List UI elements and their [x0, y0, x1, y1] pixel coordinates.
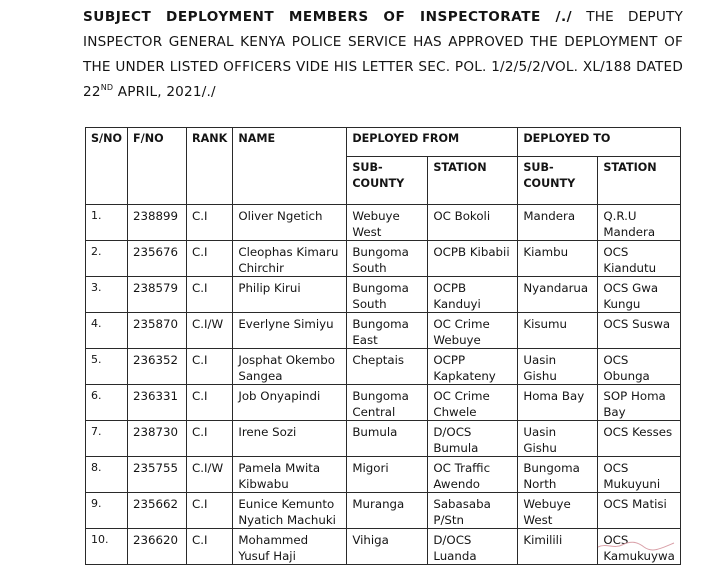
cell-from-station: OC Traffic Awendo [428, 457, 518, 493]
cell-rank: C.I [187, 349, 233, 385]
cell-name: Josphat Okembo Sangea [233, 349, 347, 385]
cell-sno: 6. [86, 385, 128, 421]
cell-name: Pamela Mwita Kibwabu [233, 457, 347, 493]
table-row [86, 421, 681, 457]
cell-from-sub-county: Vihiga [347, 529, 428, 565]
cell-fno: 238730 [128, 421, 187, 457]
heading-date-tail: APRIL, 2021/./ [113, 84, 216, 100]
table-row [86, 529, 681, 565]
cell-rank: C.I [187, 385, 233, 421]
cell-to-sub-county: Kimilili [518, 529, 598, 565]
cell-rank: C.I [187, 277, 233, 313]
table-row [86, 457, 681, 493]
cell-from-sub-county: Bungoma South [347, 277, 428, 313]
cell-sno: 4. [86, 313, 128, 349]
cell-from-sub-county: Bumula [347, 421, 428, 457]
cell-fno: 238899 [128, 205, 187, 241]
cell-sno: 8. [86, 457, 128, 493]
cell-from-station: D/OCS Bumula [428, 421, 518, 457]
cell-from-sub-county: Bungoma South [347, 241, 428, 277]
cell-from-station: OCPP Kapkateny [428, 349, 518, 385]
cell-to-station: OCS Gwa Kungu [598, 277, 681, 313]
col-header-from-sub-county: SUB- COUNTY [347, 157, 428, 205]
cell-fno: 235870 [128, 313, 187, 349]
table-row [86, 349, 681, 385]
col-header-fno: F/NO [128, 128, 187, 205]
table-body [86, 205, 681, 565]
heading-body: THE DEPUTY INSPECTOR GENERAL KENYA POLICE SERVICE HAS APPROVED THE DEPLOYMENT OF THE UNDER LISTED OFFICERS VIDE HIS LETTER SEC. POL. 1/2/5/2/VOL. XL/188 DATED 22 [83, 9, 683, 100]
col-header-sno: S/NO [86, 128, 128, 205]
cell-from-sub-county: Bungoma Central [347, 385, 428, 421]
cell-from-station: OCPB Kanduyi [428, 277, 518, 313]
cell-to-sub-county: Uasin Gishu [518, 421, 598, 457]
cell-from-sub-county: Bungoma East [347, 313, 428, 349]
cell-from-sub-county: Migori [347, 457, 428, 493]
cell-to-station: OCS Kiandutu [598, 241, 681, 277]
cell-rank: C.I [187, 493, 233, 529]
cell-fno: 236331 [128, 385, 187, 421]
table-row [86, 277, 681, 313]
cell-from-station: OCPB Kibabii [428, 241, 518, 277]
col-header-deployed-to: DEPLOYED TO [518, 128, 681, 157]
table-row [86, 313, 681, 349]
cell-name: Irene Sozi [233, 421, 347, 457]
deployment-table [85, 127, 681, 565]
cell-rank: C.I/W [187, 313, 233, 349]
cell-sno: 1. [86, 205, 128, 241]
cell-from-station: Sabasaba P/Stn [428, 493, 518, 529]
cell-sno: 10. [86, 529, 128, 565]
header-row-primary [86, 128, 681, 157]
cell-to-sub-county: Mandera [518, 205, 598, 241]
cell-fno: 238579 [128, 277, 187, 313]
cell-from-station: OC Bokoli [428, 205, 518, 241]
cell-sno: 7. [86, 421, 128, 457]
col-header-name: NAME [233, 128, 347, 205]
cell-name: Job Onyapindi [233, 385, 347, 421]
cell-rank: C.I [187, 421, 233, 457]
cell-name: Eunice Kemunto Nyatich Machuki [233, 493, 347, 529]
cell-from-station: OC Crime Chwele [428, 385, 518, 421]
cell-fno: 235662 [128, 493, 187, 529]
cell-to-sub-county: Webuye West [518, 493, 598, 529]
cell-name: Oliver Ngetich [233, 205, 347, 241]
cell-to-station: SOP Homa Bay [598, 385, 681, 421]
table-header [86, 128, 681, 205]
cell-sno: 2. [86, 241, 128, 277]
cell-from-sub-county: Webuye West [347, 205, 428, 241]
cell-to-station: OCS Matisi [598, 493, 681, 529]
col-header-rank: RANK [187, 128, 233, 205]
cell-to-station: OCS Suswa [598, 313, 681, 349]
cell-to-station: OCS Mukuyuni [598, 457, 681, 493]
cell-fno: 236620 [128, 529, 187, 565]
col-header-deployed-from: DEPLOYED FROM [347, 128, 518, 157]
cell-to-station: Q.R.U Mandera [598, 205, 681, 241]
cell-sno: 9. [86, 493, 128, 529]
table-row [86, 241, 681, 277]
cell-rank: C.I/W [187, 457, 233, 493]
cell-to-sub-county: Nyandarua [518, 277, 598, 313]
cell-name: Mohammed Yusuf Haji [233, 529, 347, 565]
cell-to-station: OCS Obunga [598, 349, 681, 385]
table-row [86, 385, 681, 421]
subject-line: SUBJECT DEPLOYMENT MEMBERS OF INSPECTORATE /./ [83, 9, 573, 25]
table-row [86, 205, 681, 241]
cell-to-sub-county: Kisumu [518, 313, 598, 349]
table-row [86, 493, 681, 529]
cell-sno: 5. [86, 349, 128, 385]
cell-rank: C.I [187, 205, 233, 241]
deployment-heading [83, 5, 683, 105]
cell-to-station: OCS Kamukuywa [598, 529, 681, 565]
cell-from-station: D/OCS Luanda [428, 529, 518, 565]
cell-fno: 235676 [128, 241, 187, 277]
cell-name: Everlyne Simiyu [233, 313, 347, 349]
cell-from-sub-county: Muranga [347, 493, 428, 529]
cell-to-sub-county: Bungoma North [518, 457, 598, 493]
cell-fno: 235755 [128, 457, 187, 493]
cell-name: Philip Kirui [233, 277, 347, 313]
cell-name: Cleophas Kimaru Chirchir [233, 241, 347, 277]
cell-rank: C.I [187, 241, 233, 277]
cell-to-station: OCS Kesses [598, 421, 681, 457]
col-header-to-station: STATION [598, 157, 681, 205]
cell-sno: 3. [86, 277, 128, 313]
cell-to-sub-county: Uasin Gishu [518, 349, 598, 385]
cell-to-sub-county: Kiambu [518, 241, 598, 277]
cell-rank: C.I [187, 529, 233, 565]
cell-from-sub-county: Cheptais [347, 349, 428, 385]
cell-to-sub-county: Homa Bay [518, 385, 598, 421]
cell-fno: 236352 [128, 349, 187, 385]
cell-from-station: OC Crime Webuye [428, 313, 518, 349]
col-header-to-sub-county: SUB- COUNTY [518, 157, 598, 205]
col-header-from-station: STATION [428, 157, 518, 205]
date-ordinal: ND [100, 83, 114, 92]
